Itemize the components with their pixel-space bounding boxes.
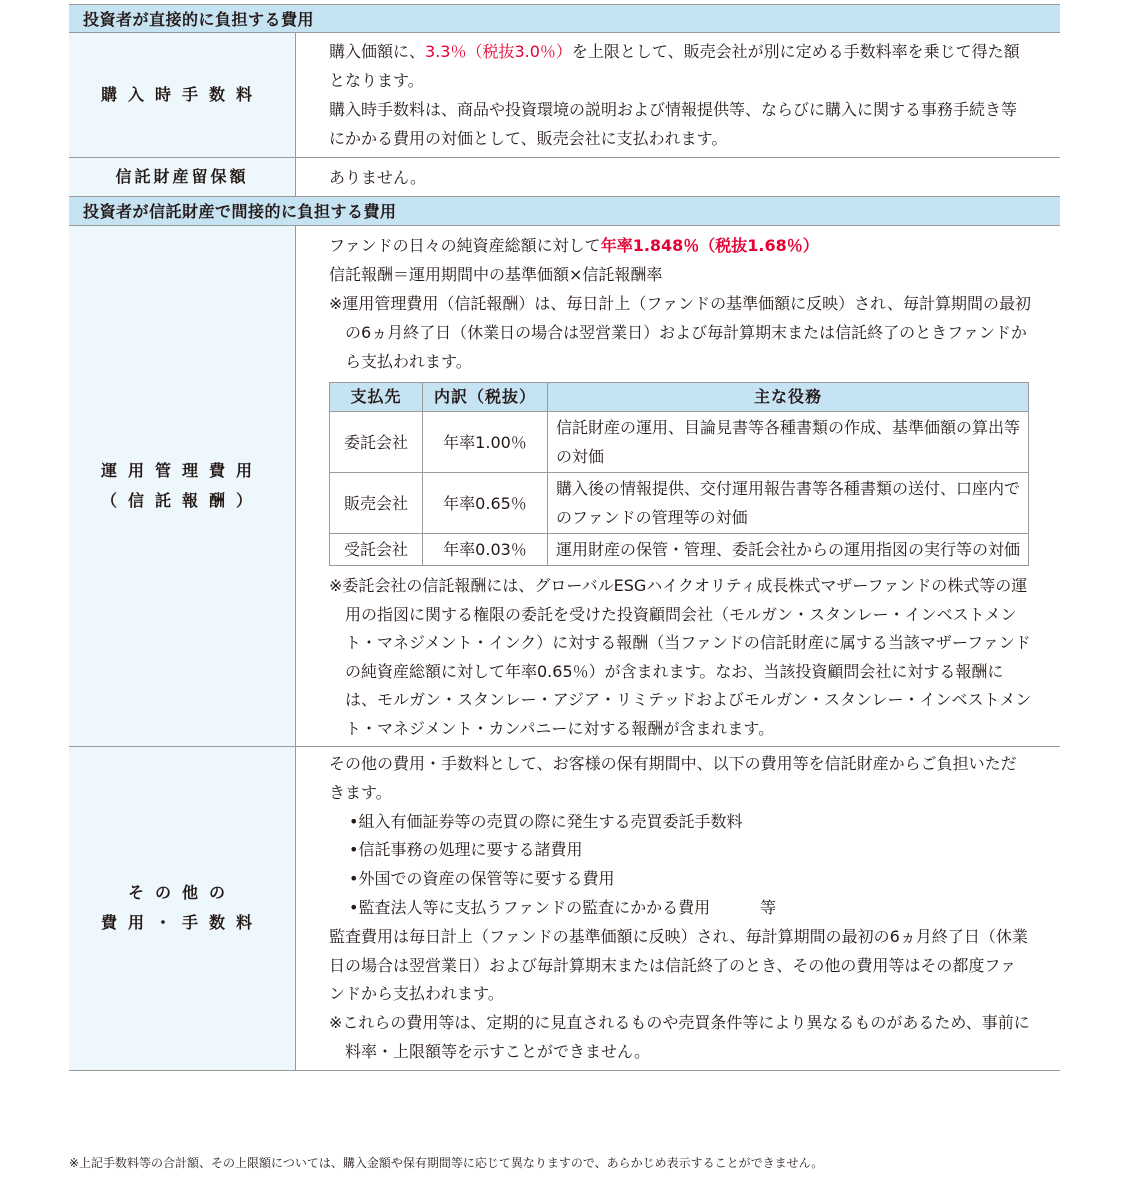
label-purchase-fee: 購入時手数料	[69, 33, 296, 157]
management-fee-rate: 年率1.848％（税抜1.68％）	[600, 236, 819, 255]
table-row: 受託会社 年率0.03％ 運用財産の保管・管理、委託会社からの運用指図の実行等の対価	[330, 534, 1029, 566]
list-item: •外国での資産の保管等に要する費用	[349, 869, 615, 889]
management-fee-note1: ※運用管理費用（信託報酬）は、毎日計上（ファンドの基準価額に反映）され、毎計算期間の最初の6ヵ月終了日（休業日の場合は翌営業日）および毎計算期末または信託終了のときファンドから支払われます。	[329, 294, 1032, 371]
label-other-fees: その他の 費用・手数料	[69, 747, 296, 1070]
other-fees-note: ※これらの費用等は、定期的に見直されるものや売買条件等により異なるものがあるため、事前に料率・上限額等を示すことができません。	[329, 1013, 1030, 1061]
fee-table	[69, 4, 1060, 1071]
fee-breakdown-table	[329, 382, 1029, 566]
row-management-fee	[69, 226, 1060, 747]
list-item: •組入有価証券等の売買の際に発生する売買委託手数料	[349, 811, 743, 831]
label-management-fee: 運用管理費用 （信託報酬）	[69, 226, 296, 746]
purchase-fee-line2: 購入時手数料は、商品や投資環境の説明および情報提供等、ならびに購入に関する事務手続き等にかかる費用の対価として、販売会社に支払われます。	[329, 100, 1018, 148]
list-item: •信託事務の処理に要する諸費用	[349, 840, 583, 860]
management-fee-line1: ファンドの日々の純資産総額に対して年率1.848％（税抜1.68％）	[329, 236, 819, 255]
purchase-fee-rate: 3.3％（税抜3.0％）	[425, 42, 572, 61]
section-header-direct-costs: 投資者が直接的に負担する費用	[69, 4, 1060, 33]
list-item: •監査法人等に支払うファンドの監査にかかる費用 等	[349, 897, 777, 917]
row-retention	[69, 158, 1060, 197]
col-header-payee: 支払先	[330, 383, 423, 412]
col-header-rate: 内訳（税抜）	[423, 383, 548, 412]
section-header-indirect-costs: 投資者が信託財産で間接的に負担する費用	[69, 197, 1060, 226]
other-fees-intro: その他の費用・手数料として、お客様の保有期間中、以下の費用等を信託財産からご負担いただきます。	[329, 754, 1017, 802]
table-row: 販売会社 年率0.65％ 購入後の情報提供、交付運用報告書等各種書類の送付、口座内でのファンドの管理等の対価	[330, 473, 1029, 534]
row-purchase-fee	[69, 33, 1060, 158]
content-purchase-fee	[296, 33, 1060, 157]
purchase-fee-line1: 購入価額に、3.3％（税抜3.0％）を上限として、販売会社が別に定める手数料率を乗じて得た額となります。	[329, 42, 1020, 90]
other-fees-audit: 監査費用は毎日計上（ファンドの基準価額に反映）され、毎計算期間の最初の6ヵ月終了日（休業日の場合は翌営業日）および毎計算期末または信託終了のとき、その他の費用等はその都度ファンドから支払われます。	[329, 926, 1028, 1004]
footnote: ※上記手数料等の合計額、その上限額については、購入金額や保有期間等に応じて異なりますので、あらかじめ表示することができません。	[69, 1156, 824, 1170]
content-management-fee	[296, 226, 1060, 746]
management-fee-note2: ※委託会社の信託報酬には、グローバルESGハイクオリティ成長株式マザーファンドの株式等の運用の指図に関する権限の委託を受けた投資顧問会社（モルガン・スタンレー・インベストメント・マネジメント・インク）に対する報酬（当ファンドの信託財産に属する当該マザーファンドの純資産総額に対して年率0.65％）が含まれます。なお、当該投資顧問会社に対する報酬には、モルガン・スタンレー・アジア・リミテッドおよびモルガン・スタンレー・インベストメント・マネジメント・カンパニーに対する報酬が含まれます。	[329, 576, 1032, 738]
table-row: 委託会社 年率1.00％ 信託財産の運用、目論見書等各種書類の作成、基準価額の算出等の対価	[330, 412, 1029, 473]
management-fee-line2: 信託報酬＝運用期間中の基準価額×信託報酬率	[329, 265, 663, 284]
label-retention: 信託財産留保額	[69, 158, 296, 196]
col-header-service: 主な役務	[548, 383, 1029, 412]
content-retention: ありません。	[329, 167, 426, 187]
row-other-fees	[69, 747, 1060, 1071]
content-other-fees	[296, 747, 1060, 1070]
